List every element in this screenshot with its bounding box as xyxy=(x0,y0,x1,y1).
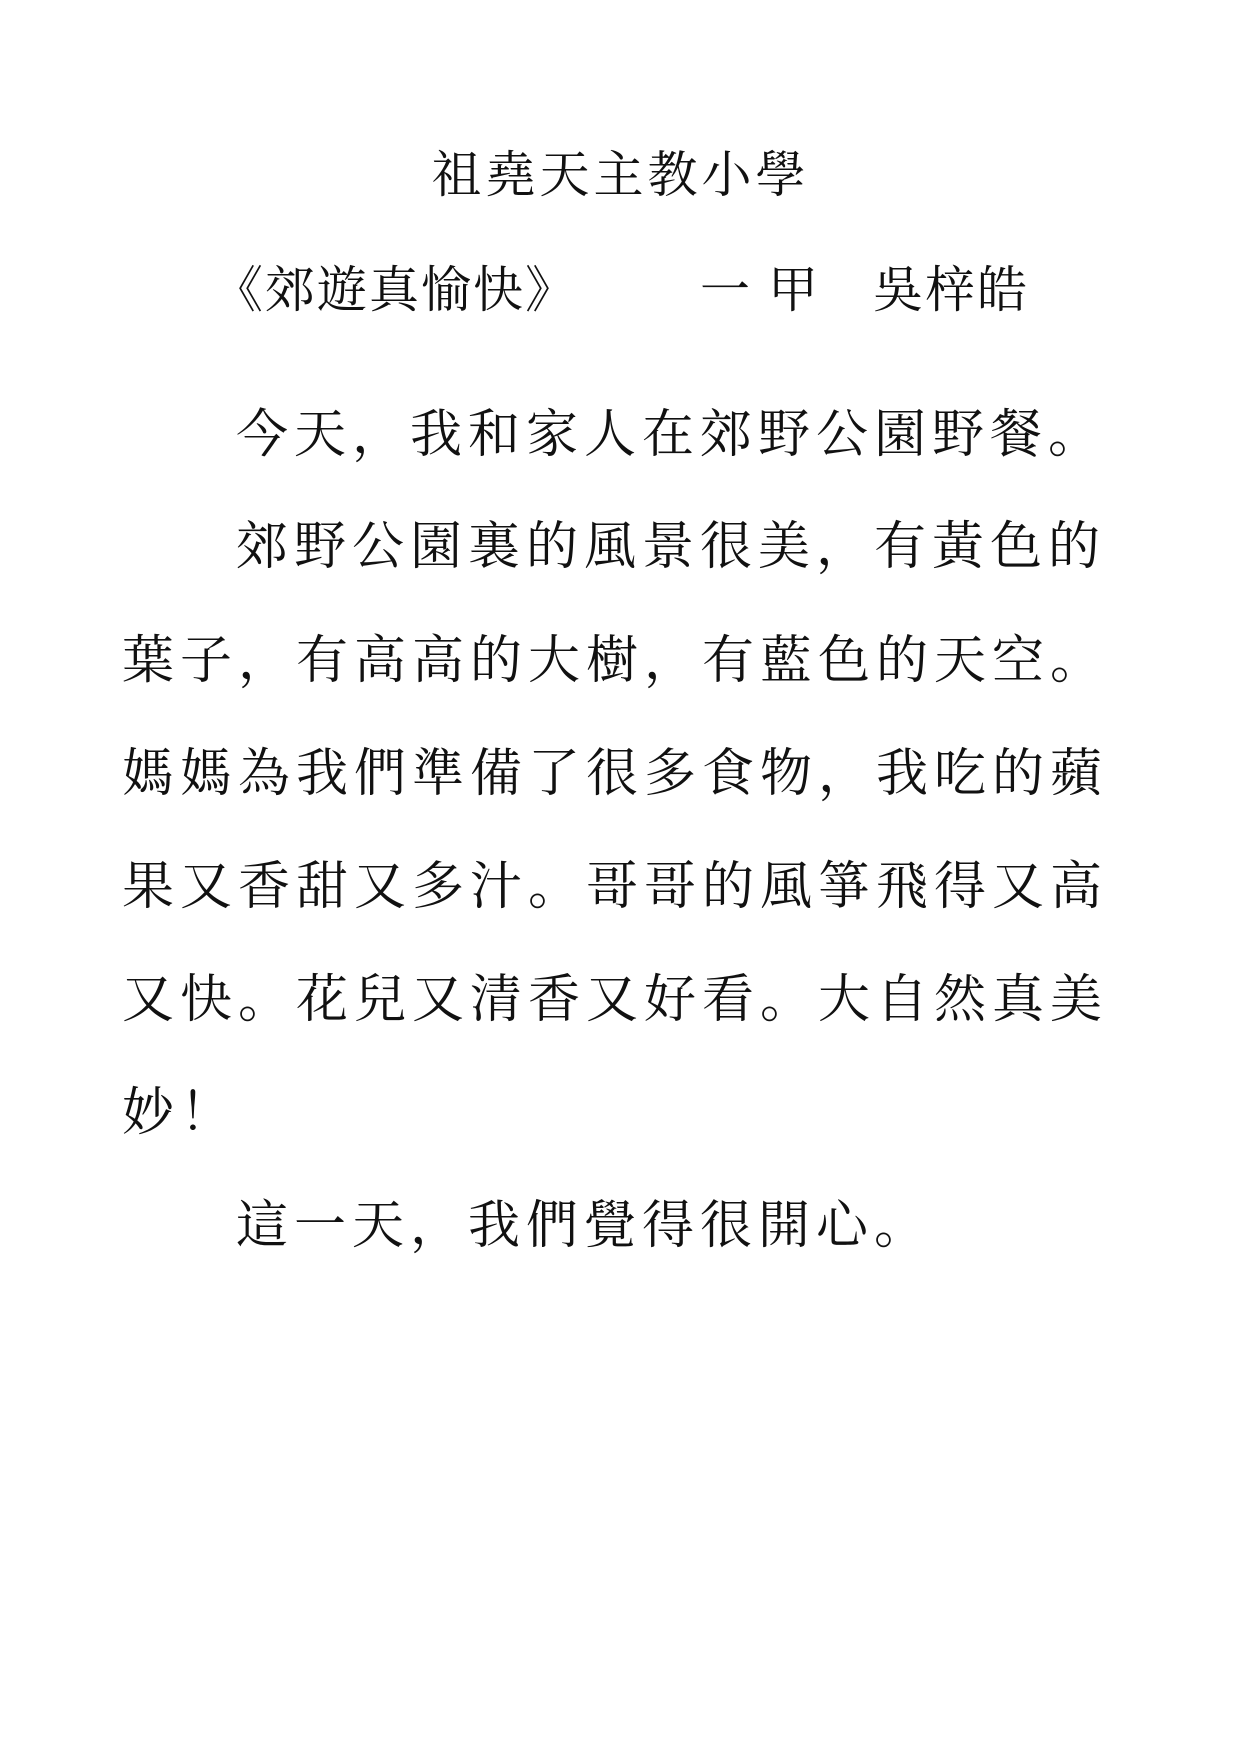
essay-line: 媽媽為我們準備了很多食物，我吃的蘋 xyxy=(122,744,1109,804)
student-name: 吳梓皓 xyxy=(873,261,1029,319)
essay-line: 果又香甜又多汁。哥哥的風箏飛得又高 xyxy=(122,857,1109,917)
essay-line: 郊野公園裏的風景很美，有黃色的 xyxy=(236,517,1107,577)
school-name: 祖堯天主教小學 xyxy=(431,146,810,204)
essay-line: 這一天，我們覺得很開心。 xyxy=(236,1196,933,1256)
essay-line: 今天，我和家人在郊野公園野餐。 xyxy=(236,405,1107,465)
essay-line: 妙！ xyxy=(122,1083,239,1143)
class-name: 一甲 xyxy=(700,261,836,319)
essay-line: 葉子，有高高的大樹，有藍色的天空。 xyxy=(122,631,1109,691)
essay-line: 又快。花兒又清香又好看。大自然真美 xyxy=(122,970,1109,1030)
essay-title: 《郊遊真愉快》 xyxy=(213,261,577,319)
